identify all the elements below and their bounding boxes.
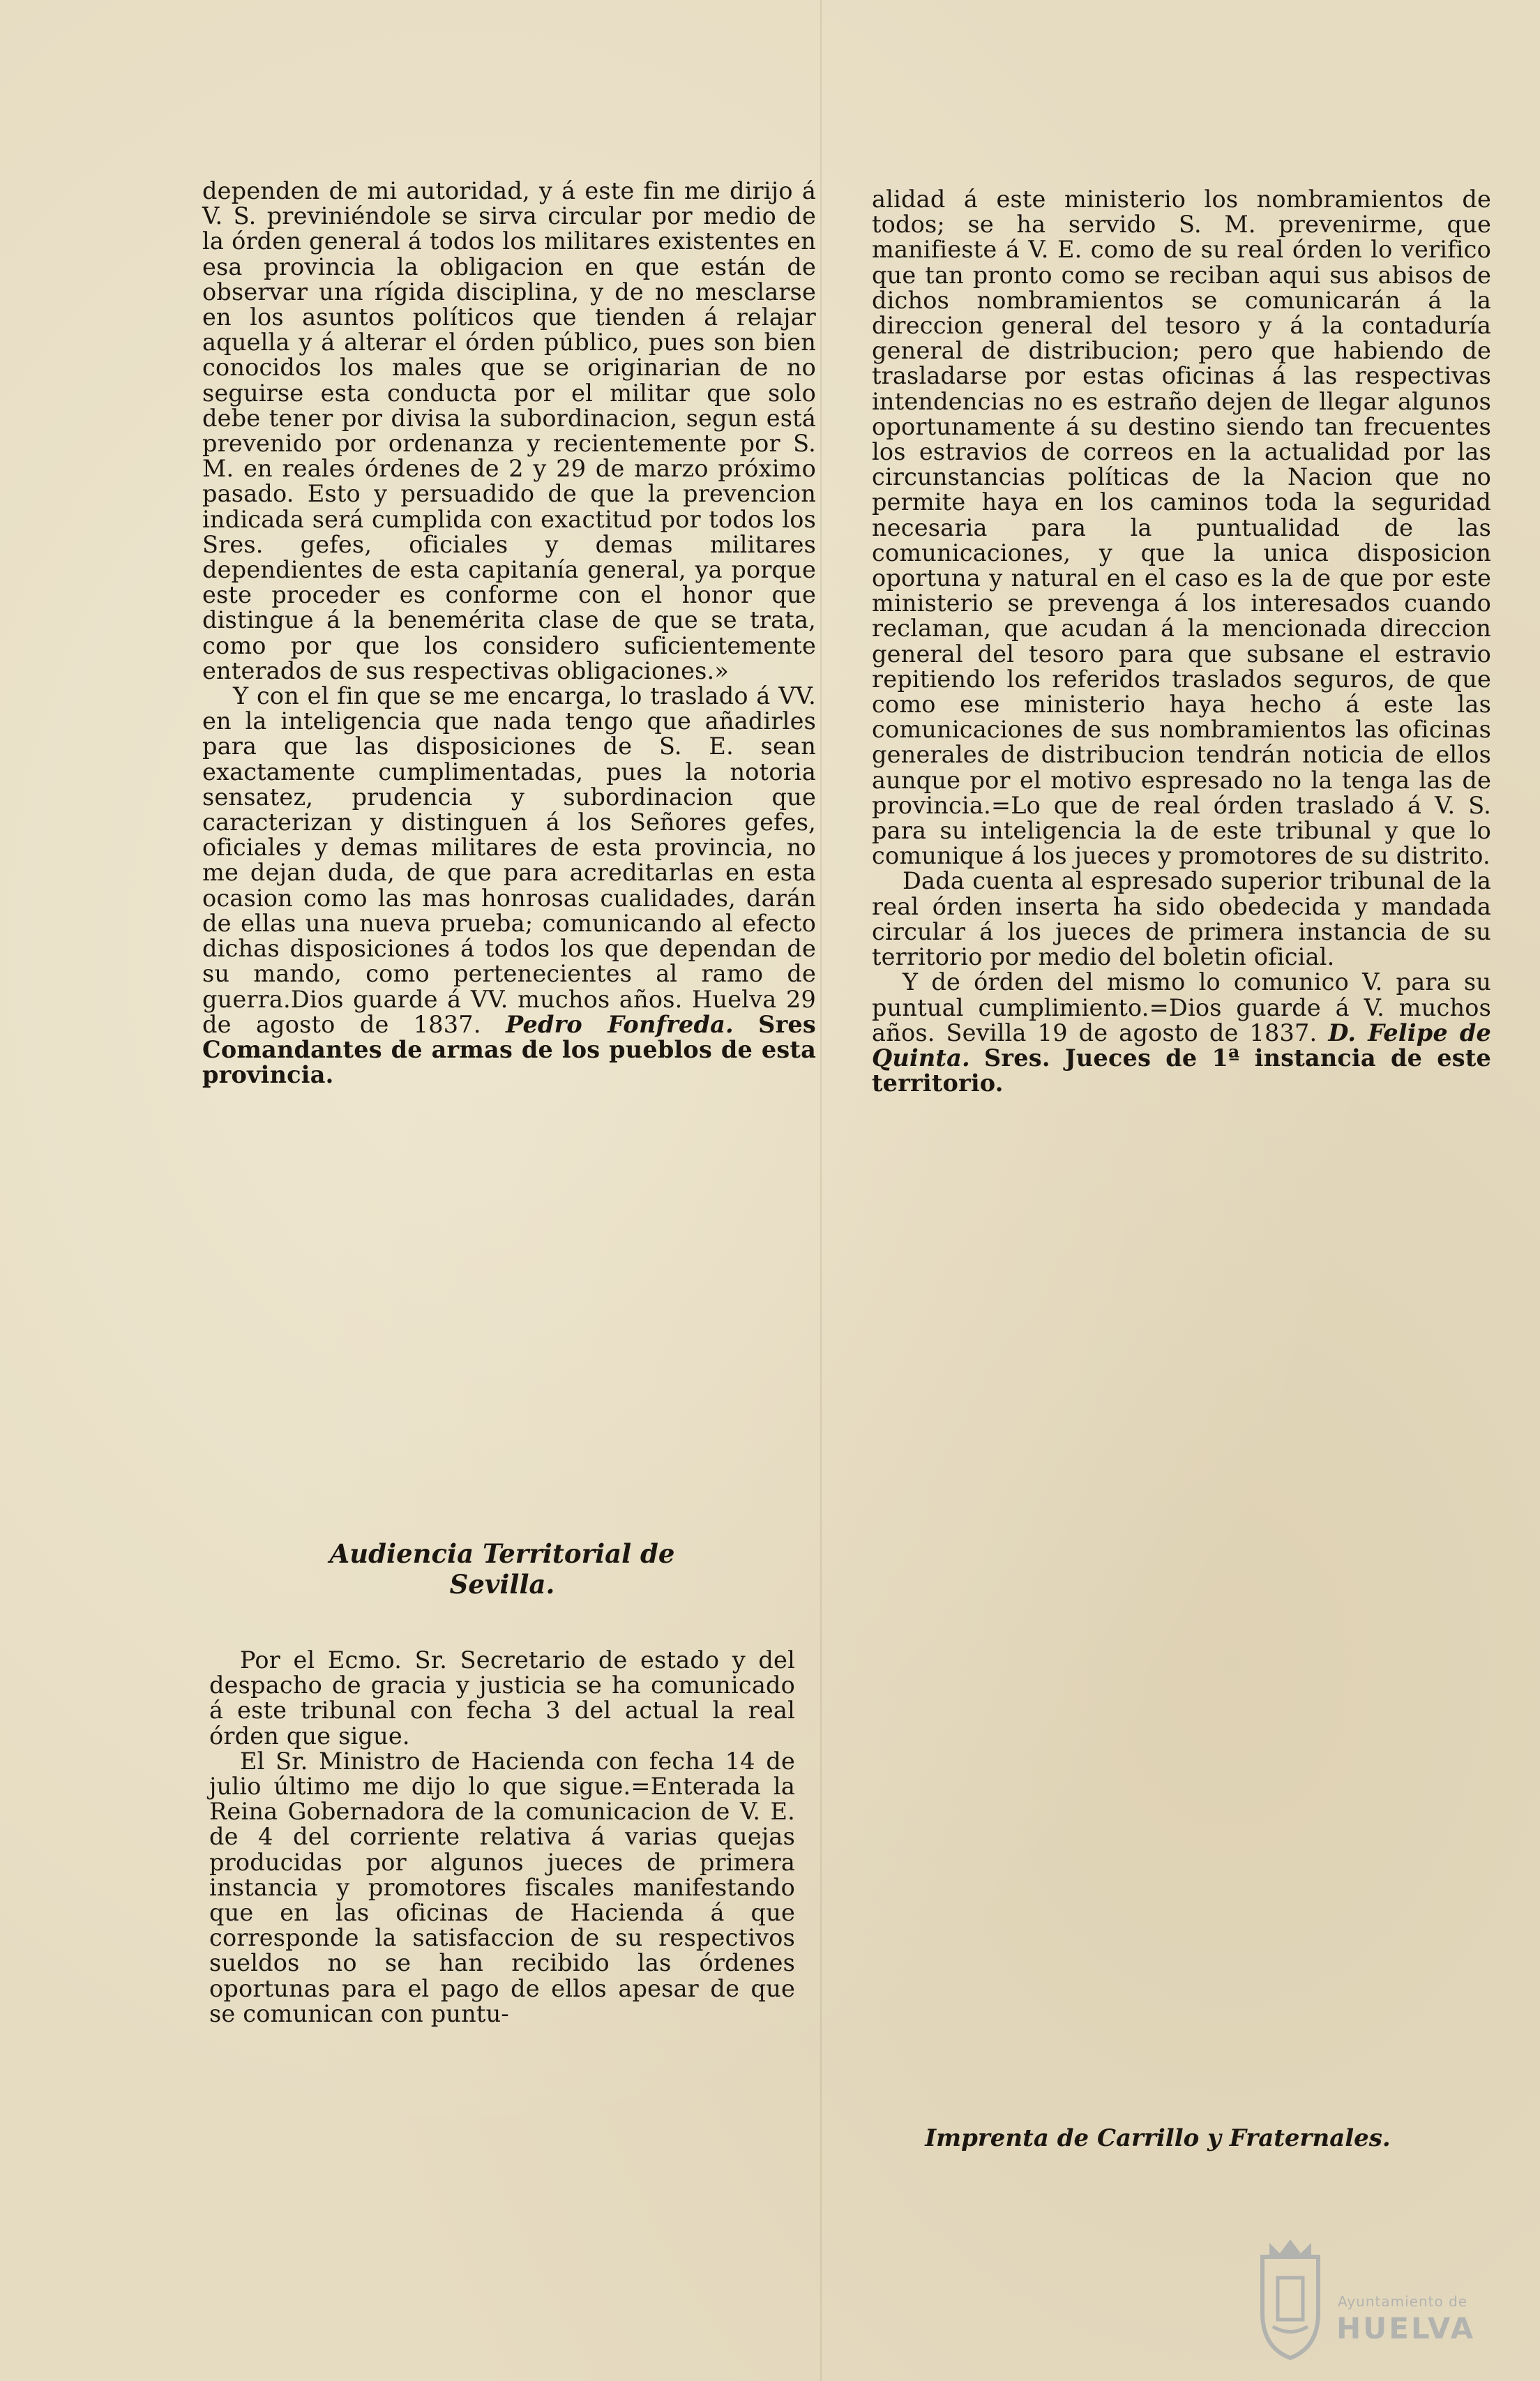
column-fold <box>820 0 822 2381</box>
paragraph: Por el Ecmo. Sr. Secretario de estado y del despacho de gracia y justicia se ha comunicado á este tribunal con fecha 3 del actual la real órden que sigue. <box>209 1646 795 1750</box>
paragraph: El Sr. Ministro de Hacienda con fecha 14 de julio último me dijo lo que sigue.=Enterada la Reina Gobernadora de la comunicacion de V. E. de 4 del corriente relativa á varias quejas producidas por algunos jueces de primera instancia y promotores fiscales manifestando que en las oficinas de Hacienda á que corresponde la satisfaccion de su respectivos sueldos no se han recibido las órdenes oportunas para el pago de ellos apesar de que se comunican con puntu- <box>209 1747 795 2027</box>
stamp-line2: HUELVA <box>1336 2311 1476 2345</box>
paragraph: Dada cuenta al espresado superior tribunal de la real órden inserta ha sido obedecida y mandada circular á los jueces de primera instancia de su territorio por medio del boletin oficial. <box>872 867 1491 971</box>
paragraph <box>202 684 816 1088</box>
paragraph <box>872 970 1491 1096</box>
signature-author: D. Felipe de Quinta. <box>872 1019 1491 1072</box>
left-lower-column <box>209 1648 795 2027</box>
stamp-line1: Ayuntamiento de <box>1338 2293 1468 2310</box>
printer-imprint: Imprenta de Carrillo y Fraternales. <box>925 2124 1391 2152</box>
paragraph: alidad á este ministerio los nombramientos de todos; se ha servido S. M. prevenirme, que manifieste á V. E. como de su real órden lo verifico que tan pronto como se reciban aqui sus abisos de dichos nombramientos se comunicarán á la direccion general del tesoro y á la contaduría general de distribucion; pero que habiendo de trasladarse por estas oficinas á las respectivas intendencias no es estraño dejen de llegar algunos oportunamente á su destino siendo tan frecuentes los estravios de correos en la actualidad por las circunstancias políticas de la Nacion que no permite haya en los caminos toda la seguridad necesaria para la puntualidad de las comunicaciones, y que la unica disposicion oportuna y natural en el caso es la de que por este ministerio se prevenga á los interesados cuando reclaman, que acudan á la mencionada direccion general del tesoro para que subsane el estravio repitiendo los referidos traslados seguros, de que como ese ministerio haya hecho á este las comunicaciones de sus nombramientos las oficinas generales de distribucion tendrán noticia de ellos aunque por el motivo espresado no la tenga las de provincia.=Lo que de real órden traslado á V. S. para su inteligencia la de este tribunal y que lo comunique á los jueces y promotores de su distrito. <box>872 186 1491 870</box>
addressee: Sres. Jueces de 1ª instancia de este territorio. <box>872 1044 1492 1097</box>
right-column <box>872 187 1491 1096</box>
addressee: Sres Comandantes de armas de los pueblos de esta provincia. <box>202 1010 816 1089</box>
crest-icon <box>1241 2229 1339 2361</box>
left-column <box>202 179 816 1088</box>
archive-stamp <box>1241 2229 1493 2361</box>
paragraph: dependen de mi autoridad, y á este fin me dirijo á V. S. previniéndole se sirva circular por medio de la órden general á todos los militares existentes en esa provincia la obligacion en que están de observar una rígida disciplina, y de no mesclarse en los asuntos políticos que tienden á relajar aquella y á alterar el órden público, pues son bien conocidos los males que se originarian de no seguirse esta conducta por el militar que solo debe tener por divisa la subordinacion, segun está prevenido por ordenanza y recientemente por S. M. en reales órdenes de 2 y 29 de marzo próximo pasado. Esto y persuadido de que la prevencion indicada será cumplida con exactitud por todos los Sres. gefes, oficiales y demas militares dependientes de esta capitanía general, ya porque este proceder es conforme con el honor que distingue á la benemérita clase de que se trata, como por que los considero suficientemente enterados de sus respectivas obligaciones.» <box>202 177 816 684</box>
paragraph-text: Y con el fin que se me encarga, lo traslado á VV. en la inteligencia que nada tengo que añadirles para que las disposiciones de S. E. sean exactamente cumplimentadas, pues la notoria sensatez, prudencia y subordinacion que caracterizan y distinguen á los Señores gefes, oficiales y demas militares de esta provincia, no me dejan duda, de que para acreditarlas en esta ocasion como las mas honrosas cualidades, darán de ellas una nueva prueba; comunicando al efecto dichas disposiciones á todos los que dependan de su mando, como pertenecientes al ramo de guerra. <box>202 682 816 1013</box>
paragraph-text: Y de órden del mismo lo comunico V. para su puntual cumplimiento.=Dios guarde á V. muchos años. Sevilla 19 de agosto de 1837. <box>872 968 1491 1046</box>
section-heading: Audiencia Territorial de Sevilla. <box>329 1538 675 1600</box>
closing-formula: Dios guarde á VV. muchos años. Huelva 29 de agosto de 1837. <box>202 985 816 1038</box>
signature-author: Pedro Fonfreda. <box>505 1010 734 1038</box>
